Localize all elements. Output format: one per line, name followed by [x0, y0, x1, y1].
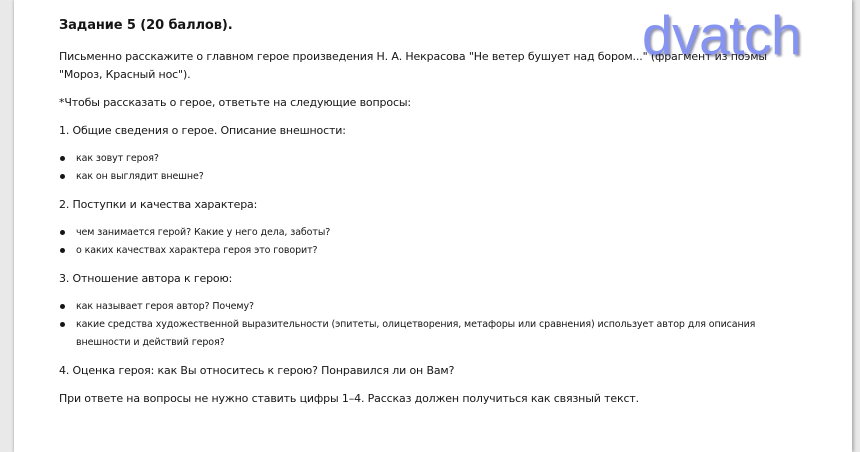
section-3-title: 3. Отношение автора к герою: — [59, 272, 233, 285]
task-instruction: *Чтобы рассказать о герое, ответьте на следующие вопросы: — [59, 96, 411, 109]
bullet-icon — [60, 230, 65, 235]
list-item-text: как называет героя автор? Почему? — [76, 301, 254, 312]
watermark-logo: dvatch — [642, 4, 802, 66]
section-2-title: 2. Поступки и качества характера: — [59, 198, 258, 211]
bullet-icon — [60, 248, 65, 253]
bullet-icon — [60, 156, 65, 161]
task-intro: Письменно расскажите о главном герое произведения Н. А. Некрасова "Не ветер бушует над бором..." (фрагмент из поэмы "Мороз, Красный нос"). — [59, 50, 767, 81]
list-item — [59, 168, 794, 186]
list-item-text: как зовут героя? — [76, 153, 159, 164]
section-2-list — [59, 224, 794, 260]
bullet-icon — [60, 304, 65, 309]
document-page — [14, 0, 852, 452]
list-item — [59, 242, 794, 260]
answer-note: При ответе на вопросы не нужно ставить цифры 1–4. Рассказ должен получиться как связный текст. — [59, 392, 639, 405]
list-item-text: чем занимается герой? Какие у него дела, заботы? — [76, 227, 331, 238]
question-4: 4. Оценка героя: как Вы относитесь к герою? Понравился ли он Вам? — [59, 364, 455, 377]
bullet-icon — [60, 322, 65, 327]
section-1-title: 1. Общие сведения о герое. Описание внешности: — [59, 124, 346, 137]
list-item-text: как он выглядит внешне? — [76, 171, 204, 182]
task-heading: Задание 5 (20 баллов). — [59, 18, 233, 33]
list-item — [59, 150, 794, 168]
section-3-list — [59, 298, 794, 352]
section-1-list — [59, 150, 794, 186]
list-item — [59, 224, 794, 242]
bullet-icon — [60, 174, 65, 179]
list-item — [59, 316, 794, 352]
list-item-text: о каких качествах характера героя это говорит? — [76, 245, 318, 256]
list-item-text: какие средства художественной выразительности (эпитеты, олицетворения, метафоры или сравнения) использует автор для описания внешности и действий героя? — [76, 319, 756, 348]
list-item — [59, 298, 794, 316]
